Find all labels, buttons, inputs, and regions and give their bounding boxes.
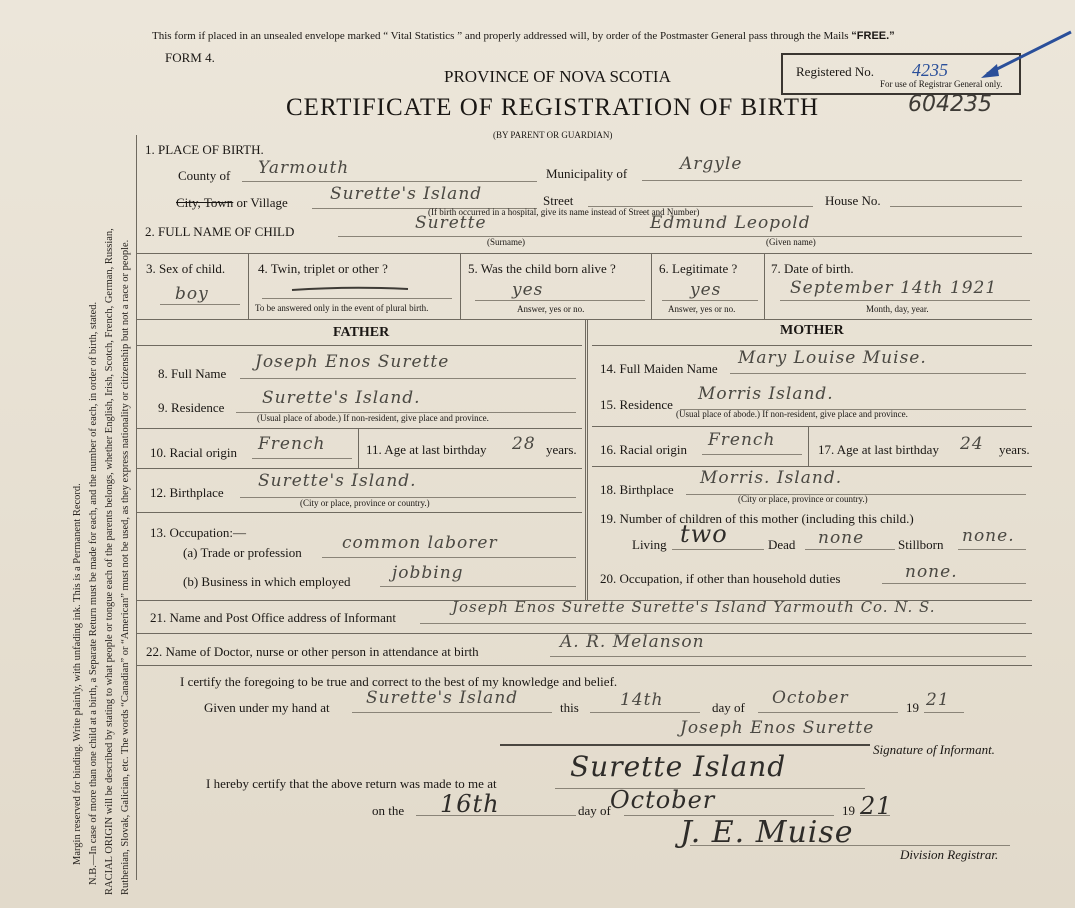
given-year-line — [924, 712, 964, 713]
center-divider — [585, 320, 588, 600]
given-day: 14th — [620, 690, 664, 710]
registered-note: For use of Registrar General only. — [880, 79, 1003, 89]
father-birthplace-label: 12. Birthplace — [150, 485, 224, 500]
mother-residence-value: Morris Island. — [698, 384, 834, 404]
sex-label: 3. Sex of child. — [146, 261, 226, 276]
given-place-line — [352, 712, 552, 713]
twin-note: To be answered only in the event of plural birth. — [255, 303, 429, 313]
doctor-line — [550, 656, 1026, 657]
stamped-number: 604235 — [908, 92, 992, 117]
mother-name-label: 14. Full Maiden Name — [600, 361, 718, 376]
dead-line — [805, 549, 895, 550]
informant-label: 21. Name and Post Office address of Informant — [150, 610, 396, 625]
mother-occupation-line — [882, 583, 1026, 584]
given-place: Surette's Island — [366, 688, 519, 708]
doctor-label: 22. Name of Doctor, nurse or other person in attendance at birth — [146, 644, 479, 659]
registrar-year-prefix: 19 — [842, 803, 855, 818]
mother-birthplace-value: Morris. Island. — [700, 468, 843, 488]
living-line — [672, 549, 764, 550]
mother-age-value: 24 — [960, 434, 984, 454]
father-name-label: 8. Full Name — [158, 366, 227, 381]
father-row-rule-1 — [137, 428, 582, 429]
father-trade-value: common laborer — [342, 533, 498, 553]
divider-3 — [651, 253, 652, 319]
county-line — [242, 181, 537, 182]
given-month: October — [772, 688, 849, 708]
mother-age-label: 17. Age at last birthday — [818, 442, 939, 457]
mother-birthplace-label: 18. Birthplace — [600, 482, 674, 497]
left-border — [136, 135, 137, 880]
mother-heading-rule — [592, 345, 1032, 346]
alive-label: 5. Was the child born alive ? — [468, 261, 616, 276]
father-name-line — [240, 378, 576, 379]
mother-name-value: Mary Louise Muise. — [738, 348, 927, 368]
given-year-suffix: 21 — [926, 690, 950, 710]
registrar-year-suffix: 21 — [860, 792, 893, 820]
divider-1 — [248, 253, 249, 319]
mother-race-line — [702, 454, 802, 455]
surname-note: (Surname) — [487, 237, 525, 247]
father-occupation-label: 13. Occupation:— — [150, 525, 247, 540]
mother-row-rule-1 — [592, 426, 1032, 427]
mother-race-divider — [808, 426, 809, 466]
mother-children-label: 19. Number of children of this mother (including this child.) — [600, 511, 914, 526]
father-business-line — [380, 586, 576, 587]
given-note: (Given name) — [766, 237, 816, 247]
city-value: Surette's Island — [330, 184, 483, 204]
alive-line — [475, 300, 645, 301]
father-business-value: jobbing — [392, 563, 464, 583]
given-year-prefix: 19 — [906, 700, 919, 715]
registrar-signature: J. E. Muise — [680, 815, 854, 850]
given-month-line — [758, 712, 898, 713]
twin-label: 4. Twin, triplet or other ? — [258, 261, 388, 276]
twin-dash — [290, 284, 410, 294]
on-the-label: on the — [372, 803, 405, 818]
child-name-label: 2. FULL NAME OF CHILD — [145, 224, 295, 239]
dob-value: September 14th 1921 — [790, 278, 998, 298]
stillborn-line — [958, 549, 1026, 550]
county-value: Yarmouth — [258, 158, 350, 178]
legit-note: Answer, yes or no. — [668, 304, 736, 314]
stillborn-label: Stillborn — [898, 537, 944, 552]
stillborn-value: none. — [962, 526, 1015, 546]
dob-line — [780, 300, 1030, 301]
registered-label: Registered No. — [796, 64, 874, 79]
house-line — [890, 206, 1022, 207]
registrar-day: 16th — [440, 790, 500, 818]
legit-line — [662, 300, 758, 301]
house-label: House No. — [825, 193, 881, 208]
this-label: this — [560, 700, 579, 715]
margin-note-1: Margin reserved for binding. Write plainly, with unfading ink. This is a Permanent Record. — [72, 483, 83, 865]
father-row-rule-3 — [137, 512, 582, 513]
child-given-name: Edmund Leopold — [650, 213, 811, 233]
informant-signature: Joseph Enos Surette — [680, 718, 875, 738]
child-surname: Surette — [415, 213, 487, 233]
place-of-birth-heading: 1. PLACE OF BIRTH. — [145, 142, 264, 157]
dead-value: none — [818, 528, 865, 548]
doctor-value: A. R. Melanson — [560, 632, 705, 652]
father-heading-rule — [137, 345, 582, 346]
informant-line — [420, 623, 1026, 624]
registrar-label: Division Registrar. — [900, 847, 999, 862]
street-label: Street — [543, 193, 574, 208]
margin-note-3: RACIAL ORIGIN will be described by stating to what people or tongue each of the parents belongs, whether English, Irish, Scotch, French, German, Russian, — [104, 228, 115, 895]
dob-label: 7. Date of birth. — [771, 261, 854, 276]
registered-value: 4235 — [912, 60, 948, 80]
registrar-day-of: day of — [578, 803, 611, 818]
row-top-rule — [137, 253, 1032, 254]
father-age-label: 11. Age at last birthday — [366, 442, 487, 457]
municipality-label: Municipality of — [546, 166, 628, 181]
father-heading: FATHER — [333, 325, 390, 340]
postal-notice: This form if placed in an unsealed envelope marked “ Vital Statistics ” and properly addressed will, by order of the Postmaster General pass through the Mails “FREE.” — [152, 30, 895, 42]
legit-label: 6. Legitimate ? — [659, 261, 738, 276]
city-label: City, Town or Village — [176, 195, 288, 210]
mother-race-value: French — [708, 430, 776, 450]
father-business-label: (b) Business in which employed — [183, 574, 351, 589]
county-label: County of — [178, 168, 231, 183]
mother-race-label: 16. Racial origin — [600, 442, 688, 457]
living-label: Living — [632, 537, 667, 552]
mother-residence-note: (Usual place of abode.) If non-resident, give place and province. — [676, 409, 908, 419]
father-race-line — [252, 458, 352, 459]
hospital-note: (If birth occurred in a hospital, give its name instead of Street and Number) — [428, 207, 700, 217]
mother-residence-label: 15. Residence — [600, 397, 673, 412]
sex-line — [160, 304, 240, 305]
father-row-rule-2 — [137, 468, 582, 469]
page-subtitle: (BY PARENT OR GUARDIAN) — [493, 130, 613, 140]
father-birthplace-value: Surette's Island. — [258, 471, 417, 491]
given-day-line — [590, 712, 700, 713]
margin-note-2: N.B.—In case of more than one child at a birth, a Separate Return must be made for each, and the number of each, in order of birth, stated. — [88, 301, 99, 885]
living-value: two — [680, 520, 728, 548]
father-birthplace-note: (City or place, province or country.) — [300, 498, 430, 508]
registrar-place: Surette Island — [570, 750, 787, 783]
informant-signature-line — [500, 744, 870, 746]
registrar-text: I hereby certify that the above return was made to me at — [206, 776, 497, 791]
municipality-value: Argyle — [680, 154, 743, 174]
day-of-label: day of — [712, 700, 745, 715]
father-name-value: Joseph Enos Surette — [255, 352, 450, 372]
father-residence-note: (Usual place of abode.) If non-resident, give place and province. — [257, 413, 489, 423]
margin-note-4: Ruthenian, Slovak, Galician, etc. The words “Canadian” or “American” must not be used, as they express nationality or citizenship but not a race or people. — [120, 239, 131, 895]
father-race-divider — [358, 428, 359, 468]
mother-heading: MOTHER — [780, 323, 844, 338]
father-age-years: years. — [546, 442, 577, 457]
certify-text: I certify the foregoing to be true and correct to the best of my knowledge and belief. — [180, 674, 618, 689]
father-residence-value: Surette's Island. — [262, 388, 421, 408]
divider-2 — [460, 253, 461, 319]
twin-line — [262, 298, 452, 299]
mother-name-line — [730, 373, 1026, 374]
alive-note: Answer, yes or no. — [517, 304, 585, 314]
registrar-month: October — [610, 786, 716, 814]
father-race-label: 10. Racial origin — [150, 445, 238, 460]
mother-row-rule-2 — [592, 466, 1032, 467]
dob-note: Month, day, year. — [866, 304, 929, 314]
father-race-value: French — [258, 434, 326, 454]
informant-signature-label: Signature of Informant. — [873, 742, 995, 757]
divider-4 — [764, 253, 765, 319]
given-label: Given under my hand at — [204, 700, 330, 715]
doctor-rule — [137, 665, 1032, 666]
alive-value: yes — [512, 280, 544, 300]
father-residence-label: 9. Residence — [158, 400, 225, 415]
dead-label: Dead — [768, 537, 796, 552]
father-trade-label: (a) Trade or profession — [183, 545, 302, 560]
page-title: CERTIFICATE OF REGISTRATION OF BIRTH — [286, 94, 820, 121]
legit-value: yes — [690, 280, 722, 300]
province-title: PROVINCE OF NOVA SCOTIA — [444, 67, 671, 86]
father-trade-line — [322, 557, 576, 558]
father-age-value: 28 — [512, 434, 536, 454]
blue-arrow-mark — [975, 28, 1075, 88]
municipality-line — [642, 180, 1022, 181]
informant-value: Joseph Enos Surette Surette's Island Yarmouth Co. N. S. — [452, 598, 936, 616]
mother-age-years: years. — [999, 442, 1030, 457]
child-name-line — [338, 236, 1022, 237]
mother-occupation-value: none. — [905, 562, 958, 582]
form-number: FORM 4. — [165, 50, 215, 65]
sex-value: boy — [175, 284, 209, 304]
mother-occupation-label: 20. Occupation, if other than household duties — [600, 571, 841, 586]
registrar-signature-line — [690, 845, 1010, 846]
mother-birthplace-note: (City or place, province or country.) — [738, 494, 868, 504]
